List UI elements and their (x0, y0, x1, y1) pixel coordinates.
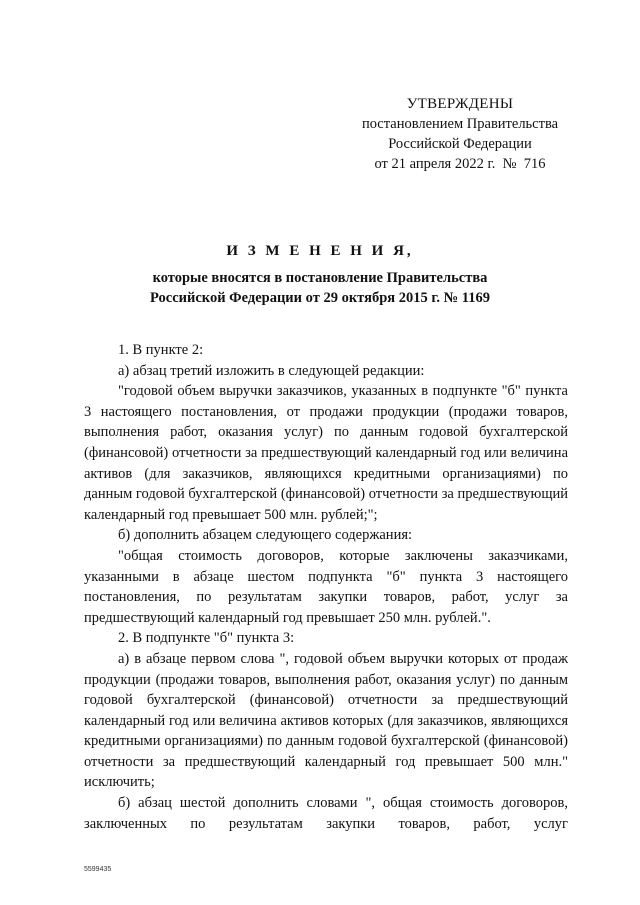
paragraph-8: б) абзац шестой дополнить словами ", общая стоимость договоров, заключенных по результатам закупки товаров, работ, услуг (84, 795, 568, 832)
approval-line-1: постановлением Правительства (361, 116, 559, 132)
document-code: 5599435 (84, 866, 112, 873)
heading-subtitle-line-1: которые вносятся в постановление Правительства (152, 270, 488, 286)
paragraph-4: б) дополнить абзацем следующего содержания: (118, 527, 413, 544)
document-heading (80, 240, 560, 308)
paragraph-6: 2. В подпункте "б" пункта 3: (118, 630, 295, 647)
paragraph-2: а) абзац третий изложить в следующей редакции: (118, 362, 425, 379)
heading-subtitle-line-2: Российской Федерации от 29 октября 2015 г. № 1169 (150, 290, 490, 306)
approval-title: УТВЕРЖДЕНЫ (406, 96, 514, 112)
approval-block (340, 94, 580, 174)
heading-title: И З М Е Н Е Н И Я, (226, 243, 414, 259)
paragraph-5: "общая стоимость договоров, которые заключены заказчиками, указанными в абзаце шестом подпункта "б" пункта 3 настоящего постановления, по результатам закупки товаров, работ, услуг за предшествующий календарный год превышает 250 млн. рублей.". (84, 547, 568, 626)
approval-line-2: Российской Федерации (388, 136, 532, 152)
paragraph-1: 1. В пункте 2: (118, 342, 204, 358)
document-body (84, 340, 568, 834)
approval-line-3: от 21 апреля 2022 г. № 716 (374, 156, 546, 172)
paragraph-3: "годовой объем выручки заказчиков, указанных в подпункте "б" пункта 3 настоящего постановления, от продажи продукции (продажи товаров, выполнения работ, оказания услуг) по данным годовой бухгалтерской (финансовой) отчетности за предшествующий календарный год или величина активов (для заказчиков, являющихся кредитными организациями) по данным годовой бухгалтерской (финансовой) отчетности за предшествующий календарный год превышает 500 млн. рублей;"; (84, 383, 568, 523)
paragraph-7: а) в абзаце первом слова ", годовой объем выручки которых от продаж продукции (продажи товаров, выполнения работ, оказания услуг) по данным годовой бухгалтерской (финансовой) отчетности за предшествующий календарный год или величина активов которых (для заказчиков, являющихся кредитными организациями) по данным годовой бухгалтерской (финансовой) отчетности за предшествующий календарный год превышает 500 млн." исключить; (84, 650, 568, 791)
